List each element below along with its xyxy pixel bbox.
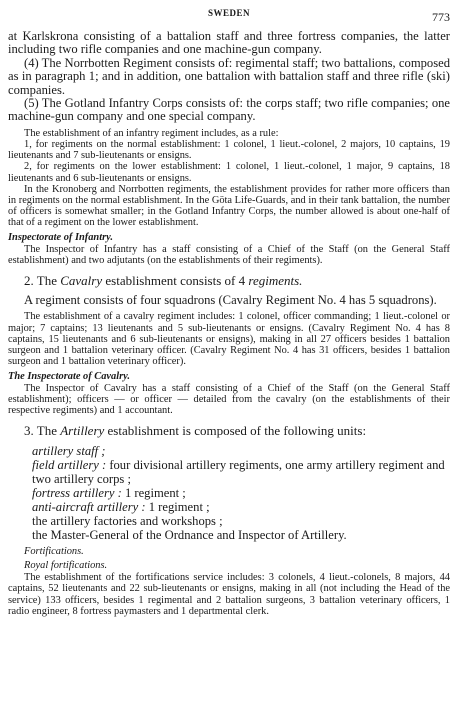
paragraph-norrbotten: (4) The Norrbotten Regiment consists of: regimental staff; two battalions, composed as in paragraph 1; and in addition, one battalion with battalion staff and three rifle (ski) companies. [8, 55, 450, 97]
list-item-text: 1 regiment ; [148, 500, 210, 515]
heading-inspectorate-infantry: Inspectorate of Infantry. [8, 231, 113, 243]
paragraph-inspector-cavalry: The Inspector of Cavalry has a staff consisting of a Chief of the Staff (on the General Staff establishment); officers — or officer — detailed from the cavalry (on the establishments of their respective regiments) and 1 accountant. [8, 382, 450, 416]
list-item-text: 1 regiment ; [124, 486, 186, 501]
heading-inspectorate-cavalry: The Inspectorate of Cavalry. [8, 370, 130, 382]
page-number: 773 [432, 10, 450, 24]
running-head-title: SWEDEN [207, 8, 250, 18]
paragraph-normal-establishment: 1, for regiments on the normal establishment: 1 colonel, 1 lieut.-colonel, 2 majors, 10 captains, 19 lieutenants and 7 sub-lieutenants or ensigns. [8, 139, 450, 162]
heading-fortifications: Fortifications. [24, 546, 84, 558]
section-cavalry-heading [8, 274, 450, 288]
list-item-text: four divisional artillery regiments, one army artillery regiment and two artillery corps ; [32, 458, 445, 487]
section-arm: Cavalry [60, 273, 103, 289]
section-text: The [36, 423, 57, 439]
paragraph-fortifications-establishment: The establishment of the fortifications service includes: 3 colonels, 4 lieut.-colonels, 8 majors, 44 captains, 52 lieutenants and 22 sub-lieutenants or ensigns, making in all (not including the Head of the service) 133 officers, besides 1 regimental and 2 battalion surgeons, 3 battalion veterinary officers, 1 radio engineer, 8 fortress paymasters and 1 departmental clerk. [8, 572, 450, 617]
list-item-text: the Master-General of the Ordnance and Inspector of Artillery. [32, 528, 347, 543]
section-number: 3. [24, 423, 34, 439]
list-item [32, 528, 450, 542]
section-number: 2. [24, 273, 34, 289]
list-item-label: field artillery : [32, 458, 107, 473]
paragraph-cavalry-establishment: The establishment of a cavalry regiment includes: 1 colonel, officer commanding; 1 lieut.-colonel or major; 7 captains; 13 lieutenants and 5 sub-lieutenants or ensigns. (Cavalry Regiment No. 4 has 8 captains, 15 lieutenants and 6 sub-lieutenants or ensigns), making in all 27 officers besides 1 battalion surgeon and 1 battalion veterinary officer. (Cavalry Regiment No. 4 has 31 officers, besides 1 battalion surgeon and 1 battalion veterinary officer). [8, 311, 450, 368]
section-unit: regiments. [248, 273, 303, 289]
list-item [32, 514, 450, 528]
list-item-label: artillery staff ; [32, 444, 106, 459]
paragraph-lower-establishment: 2, for regiments on the lower establishment: 1 colonel, 1 lieut.-colonel, 1 major, 9 captains, 18 lieutenants and 6 sub-lieutenants or ensigns. [8, 161, 450, 184]
paragraph-kronoberg: In the Kronoberg and Norrbotten regiments, the establishment provides for rather more officers than in regiments on the normal establishment. In the Göta Life-Guards, and in their tank battalion, the number of officers is somewhat smaller; in the Gotland Infantry Corps, the number allowed is about one-half of that of a regiment on the lower establishment. [8, 183, 450, 229]
list-item-label: fortress artillery : [32, 486, 122, 501]
section-arm: Artillery [60, 423, 105, 439]
list-item [32, 458, 450, 486]
list-item [32, 444, 450, 458]
paragraph-karlskrona: at Karlskrona consisting of a battalion staff and three fortress companies, the latter including two rifle companies and one machine-gun company. [8, 29, 450, 57]
document-page [8, 8, 450, 617]
running-head [8, 8, 450, 30]
list-item-text: the artillery factories and workshops ; [32, 514, 223, 529]
section-text: establishment consists of 4 [105, 273, 246, 289]
list-item-label: anti-aircraft artillery : [32, 500, 146, 515]
paragraph-gotland: (5) The Gotland Infantry Corps consists of: the corps staff; two rifle companies; one machine-gun company and one special company. [8, 96, 450, 124]
paragraph-infantry-establishment: The establishment of an infantry regiment includes, as a rule: [24, 127, 279, 139]
paragraph-cavalry-squadrons: A regiment consists of four squadrons (Cavalry Regiment No. 4 has 5 squadrons). [24, 293, 437, 308]
list-item [32, 486, 450, 500]
section-text: establishment is composed of the following units: [107, 423, 367, 439]
section-text: The [36, 273, 57, 289]
section-artillery-heading [8, 424, 450, 438]
list-item [32, 500, 450, 514]
artillery-units-list [32, 444, 450, 542]
paragraph-inspector-infantry: The Inspector of Infantry has a staff consisting of a Chief of the Staff (on the General Staff establishment) and two adjutants (on the establishments of their regiments). [8, 243, 450, 266]
heading-royal-fortifications: Royal fortifications. [24, 560, 108, 572]
